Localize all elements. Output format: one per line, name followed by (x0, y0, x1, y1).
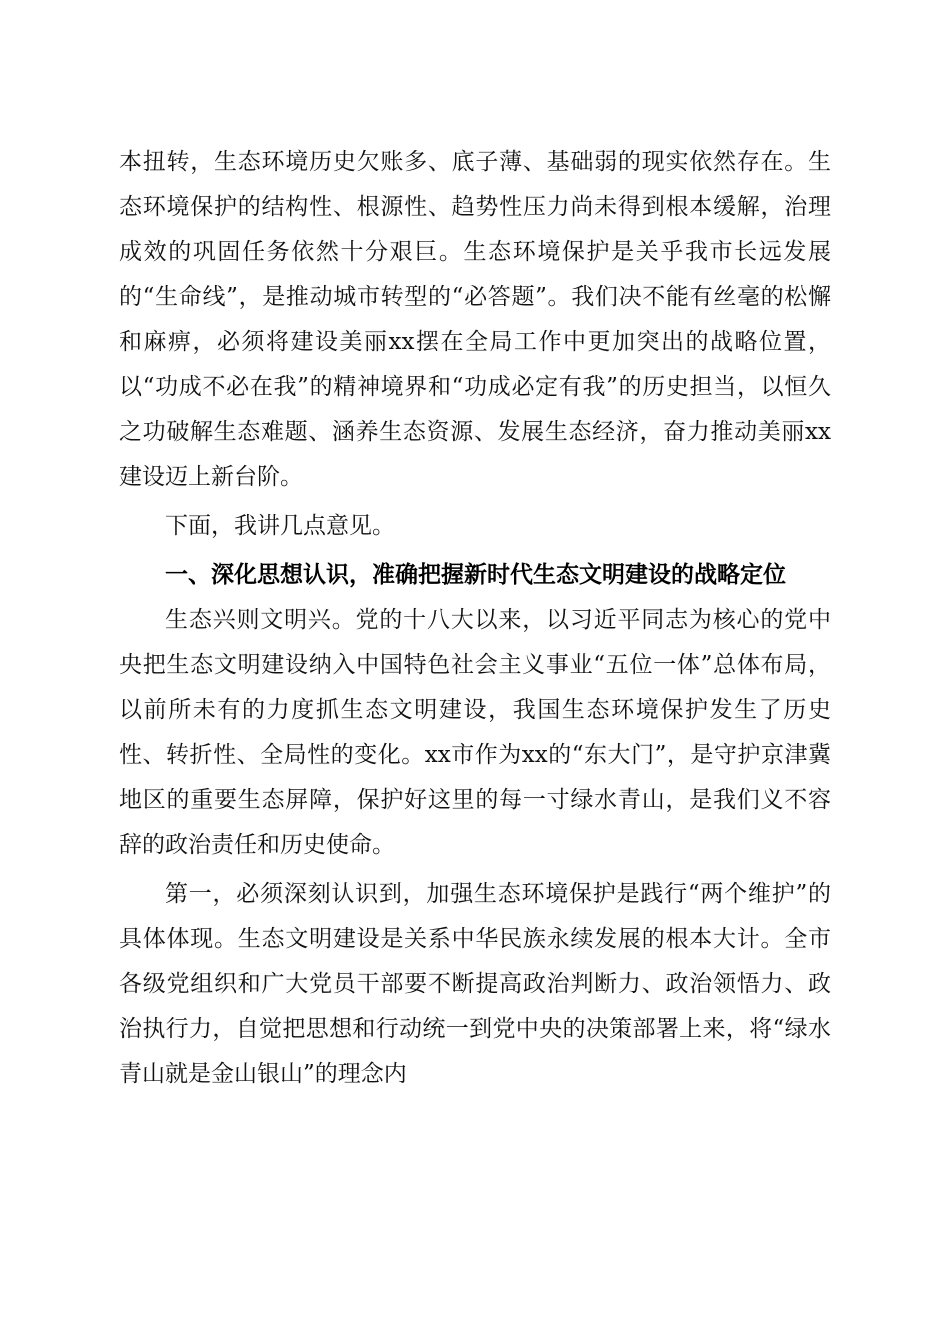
paragraph-first-point: 第一，必须深刻认识到，加强生态环境保护是践行“两个维护”的具体体现。生态文明建设是关系中华民族永续发展的根本大计。全市各级党组织和广大党员干部要不断提高政治判断力、政治领悟力、政治执行力，自觉把思想和行动统一到党中央的决策部署上来，将“绿水青山就是金山银山”的理念内 (119, 881, 831, 1087)
paragraph-ecology: 生态兴则文明兴。党的十八大以来，以习近平同志为核心的党中央把生态文明建设纳入中国特色社会主义事业“五位一体”总体布局，以前所未有的力度抓生态文明建设，我国生态环境保护发生了历史性、转折性、全局性的变化。xx市作为xx的“东大门”，是守护京津冀地区的重要生态屏障，保护好这里的每一寸绿水青山，是我们义不容辞的政治责任和历史使命。 (119, 607, 831, 858)
paragraph-continuation: 本扭转，生态环境历史欠账多、底子薄、基础弱的现实依然存在。生态环境保护的结构性、根源性、趋势性压力尚未得到根本缓解，治理成效的巩固任务依然十分艰巨。生态环境保护是关乎我市长远发展的“生命线”，是推动城市转型的“必答题”。我们决不能有丝毫的松懈和麻痹，必须将建设美丽xx摆在全局工作中更加突出的战略位置，以“功成不必在我”的精神境界和“功成必定有我”的历史担当，以恒久之功破解生态难题、涵养生态资源、发展生态经济，奋力推动美丽xx建设迈上新台阶。 (119, 149, 831, 490)
section-heading-1: 一、深化思想认识，准确把握新时代生态文明建设的战略定位 (165, 562, 786, 588)
paragraph-intro: 下面，我讲几点意见。 (165, 513, 395, 539)
document-body (119, 140, 831, 1097)
